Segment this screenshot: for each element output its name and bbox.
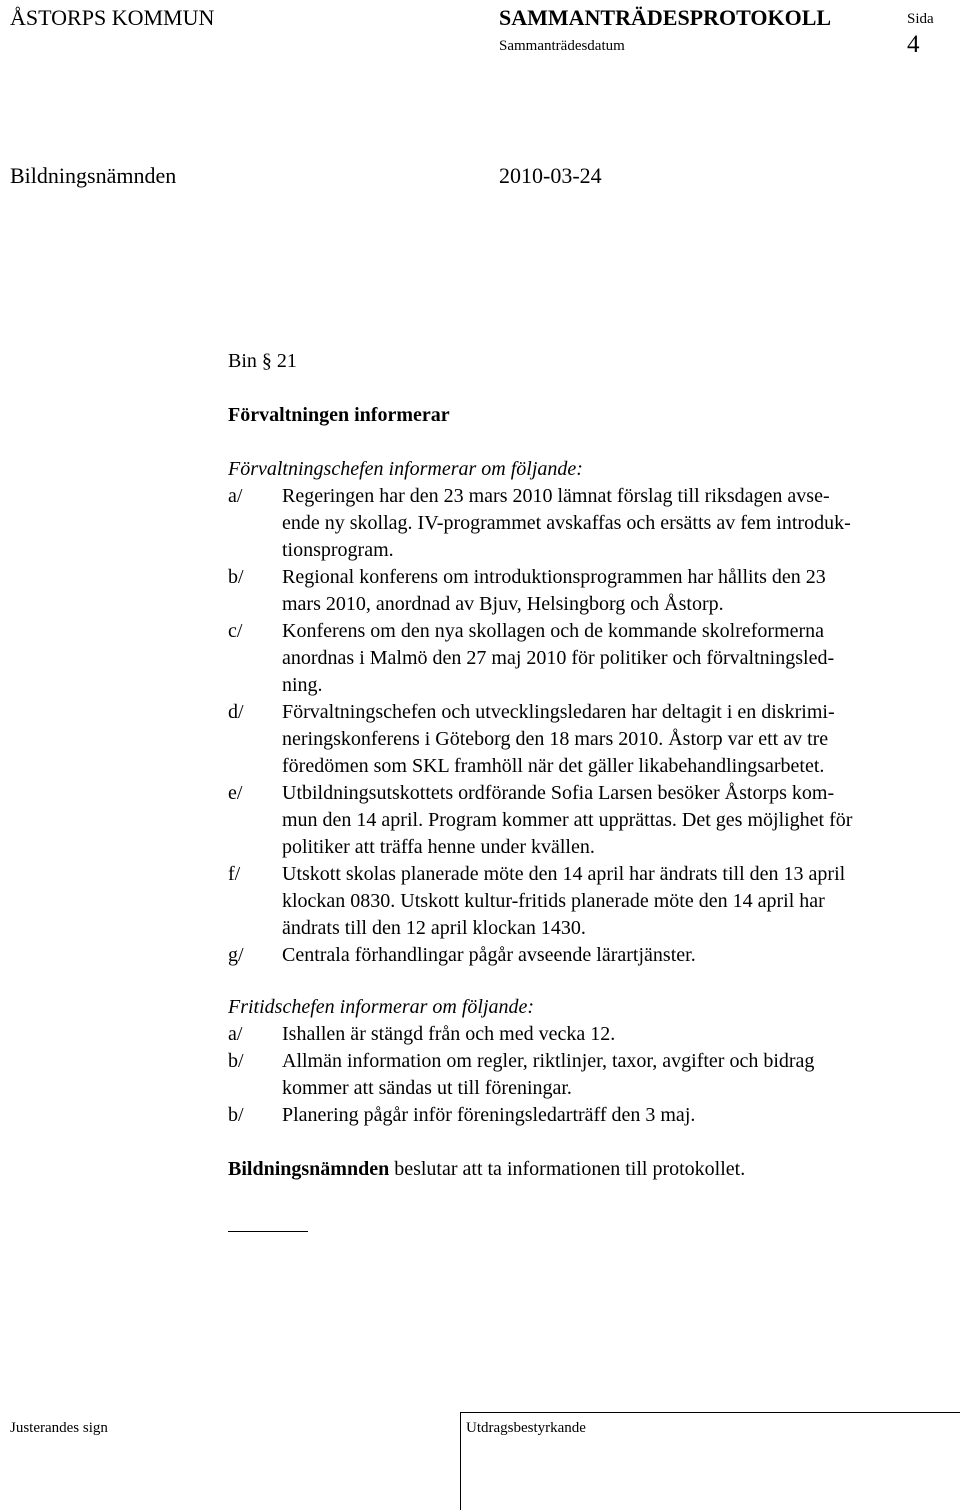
text-line: politiker att träffa henne under kvällen. [282,836,595,858]
list-item-text [282,483,948,564]
footer-certification-label: Utdragsbestyrkande [466,1420,586,1436]
text-line: ning. [282,674,323,696]
list-item-label: g/ [228,944,244,966]
decision-subject: Bildningsnämnden [228,1158,390,1180]
list-item [228,1102,948,1129]
list-item-label: b/ [228,1050,244,1072]
list-item-label: e/ [228,782,243,804]
text-line: Utbildningsutskottets ordförande Sofia Larsen besöker Åstorps kom- [282,782,835,804]
list-item [228,1021,948,1048]
municipality-name: ÅSTORPS KOMMUN [10,5,215,30]
text-line: Regeringen har den 23 mars 2010 lämnat förslag till riksdagen avse- [282,485,830,507]
list-item-text [282,1102,948,1129]
text-line: ändrats till den 12 april klockan 1430. [282,917,586,939]
list-item [228,564,948,618]
text-line: Planering pågår inför föreningsledarträff den 3 maj. [282,1104,696,1126]
text-line: kommer att sändas ut till föreningar. [282,1077,572,1099]
text-line: Utskott skolas planerade möte den 14 april har ändrats till den 13 april [282,863,846,885]
list-item-label: b/ [228,566,244,588]
text-line: Centrala förhandlingar pågår avseende lärartjänster. [282,944,696,966]
list-item-text [282,564,948,618]
list-item-text [282,861,948,942]
footer-divider [460,1412,461,1510]
list-item [228,942,948,969]
page-number: 4 [907,31,920,58]
chief-heading: Förvaltningschefen informerar om följande: [228,458,583,480]
list-item [228,699,948,780]
text-line: mars 2010, anordnad av Bjuv, Helsingborg och Åstorp. [282,593,724,615]
page-label: Sida [907,11,934,27]
list-item [228,483,948,564]
text-line: Allmän information om regler, riktlinjer, taxor, avgifter och bidrag [282,1050,815,1072]
text-line: Förvaltningschefen och utvecklingsledaren har deltagit i en diskrimi- [282,701,835,723]
section-end-rule [228,1231,308,1232]
list-item-label: a/ [228,485,243,507]
text-line: neringskonferens i Göteborg den 18 mars 2010. Åstorp var ett av tre [282,728,829,750]
footer-signature-label: Justerandes sign [10,1420,108,1436]
text-line: Konferens om den nya skollagen och de kommande skolreformerna [282,620,825,642]
decision-text: beslutar att ta informationen till protokollet. [389,1158,746,1180]
footer-top-rule [460,1412,960,1413]
list-item [228,618,948,699]
list-item-label: d/ [228,701,244,723]
list-item-text [282,1021,948,1048]
list-item-label: c/ [228,620,243,642]
list-item-text [282,1048,948,1102]
text-line: föredömen som SKL framhöll när det gäller likabehandlingsarbetet. [282,755,825,777]
list-item [228,780,948,861]
text-line: Ishallen är stängd från och med vecka 12. [282,1023,616,1045]
meeting-date: 2010-03-24 [499,163,602,188]
board-name: Bildningsnämnden [10,163,177,188]
text-line: Regional konferens om introduktionsprogrammen har hållits den 23 [282,566,826,588]
list-item-text [282,618,948,699]
text-line: tionsprogram. [282,539,394,561]
chief-item-list [228,483,948,969]
text-line: klockan 0830. Utskott kultur-fritids planerade möte den 14 april har [282,890,825,912]
leisure-heading: Fritidschefen informerar om följande: [228,996,535,1018]
list-item [228,1048,948,1102]
list-item-text [282,780,948,861]
meeting-date-label: Sammanträdesdatum [499,38,625,54]
decision-paragraph [228,1156,745,1183]
list-item-label: b/ [228,1104,244,1126]
section-reference: Bin § 21 [228,350,297,372]
text-line: anordnas i Malmö den 27 maj 2010 för politiker och förvaltningsled- [282,647,835,669]
leisure-item-list [228,1021,948,1129]
list-item [228,861,948,942]
list-item-text [282,699,948,780]
list-item-text [282,942,948,969]
text-line: mun den 14 april. Program kommer att upprättas. Det ges möjlighet för [282,809,853,831]
text-line: ende ny skollag. IV-programmet avskaffas och ersätts av fem introduk- [282,512,851,534]
document-title: SAMMANTRÄDESPROTOKOLL [499,5,832,30]
list-item-label: a/ [228,1023,243,1045]
section-title: Förvaltningen informerar [228,404,450,426]
list-item-label: f/ [228,863,241,885]
